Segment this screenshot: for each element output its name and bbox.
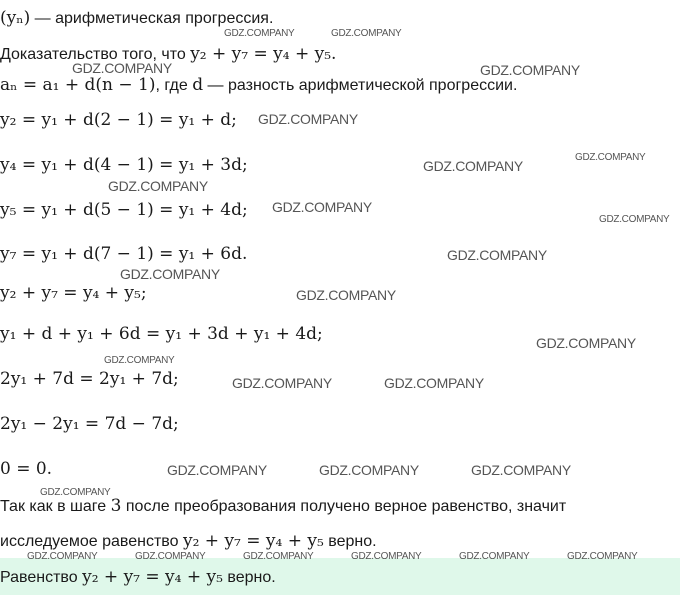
conclusion-step-number: 3 (110, 496, 122, 516)
watermark: GDZ.COMPANY (319, 462, 419, 478)
sequence-symbol: (yₙ) (0, 8, 31, 28)
watermark: GDZ.COMPANY (575, 152, 646, 163)
step-y4: y₄ = y₁ + d(4 − 1) = y₁ + 3d; (0, 155, 248, 175)
watermark: GDZ.COMPANY (447, 247, 547, 263)
answer-text: Равенство (0, 569, 83, 586)
answer-line (0, 567, 276, 587)
header-title: — арифметическая прогрессия. (30, 10, 274, 27)
conclusion-text-2: исследуемое равенство (0, 533, 183, 550)
watermark: GDZ.COMPANY (536, 335, 636, 351)
watermark: GDZ.COMPANY (243, 551, 314, 562)
watermark: GDZ.COMPANY (27, 551, 98, 562)
proof-equation: y₂ + y₇ = y₄ + y₅. (190, 44, 337, 64)
watermark: GDZ.COMPANY (232, 375, 332, 391)
general-formula: aₙ = a₁ + d(n − 1) (0, 75, 156, 95)
step-y7: y₇ = y₁ + d(7 − 1) = y₁ + 6d. (0, 244, 248, 264)
step-y5: y₅ = y₁ + d(5 − 1) = y₁ + 4d; (0, 200, 248, 220)
conclusion-line-1 (0, 496, 566, 516)
watermark: GDZ.COMPANY (459, 551, 530, 562)
watermark: GDZ.COMPANY (258, 111, 358, 127)
conclusion-verdict: верно. (323, 533, 377, 550)
conclusion-equation: y₂ + y₇ = y₄ + y₅ (182, 531, 324, 551)
answer-verdict: верно. (222, 569, 276, 586)
formula-text: , где (155, 77, 193, 94)
step-simplified: 2y₁ + 7d = 2y₁ + 7d; (0, 369, 179, 389)
step-substitution: y₁ + d + y₁ + 6d = y₁ + 3d + y₁ + 4d; (0, 324, 323, 344)
watermark: GDZ.COMPANY (567, 551, 638, 562)
watermark: GDZ.COMPANY (108, 178, 208, 194)
step-result: 0 = 0. (0, 459, 53, 479)
watermark: GDZ.COMPANY (480, 62, 580, 78)
formula-description: — разность арифметической прогрессии. (203, 77, 518, 94)
step-y2: y₂ = y₁ + d(2 − 1) = y₁ + d; (0, 110, 237, 130)
watermark: GDZ.COMPANY (272, 199, 372, 215)
watermark: GDZ.COMPANY (384, 375, 484, 391)
watermark: GDZ.COMPANY (224, 28, 295, 39)
watermark: GDZ.COMPANY (351, 551, 422, 562)
watermark: GDZ.COMPANY (167, 462, 267, 478)
answer-equation: y₂ + y₇ = y₄ + y₅ (82, 567, 223, 587)
general-formula-line (0, 75, 517, 95)
step-equality: y₂ + y₇ = y₄ + y₅; (0, 283, 147, 303)
watermark: GDZ.COMPANY (72, 60, 172, 76)
watermark: GDZ.COMPANY (104, 355, 175, 366)
conclusion-line-2 (0, 531, 377, 551)
watermark: GDZ.COMPANY (331, 28, 402, 39)
conclusion-text: Так как в шаге (0, 498, 111, 515)
watermark: GDZ.COMPANY (135, 551, 206, 562)
conclusion-text-rest: после преобразования получено верное равенство, значит (121, 498, 567, 515)
step-subtraction: 2y₁ − 2y₁ = 7d − 7d; (0, 414, 179, 434)
watermark: GDZ.COMPANY (296, 287, 396, 303)
watermark: GDZ.COMPANY (120, 266, 220, 282)
watermark: GDZ.COMPANY (599, 214, 670, 225)
watermark: GDZ.COMPANY (471, 462, 571, 478)
header-line (0, 8, 273, 28)
watermark: GDZ.COMPANY (423, 158, 523, 174)
proof-text: Доказательство того, что (0, 46, 191, 63)
formula-d: d (192, 75, 204, 95)
watermark: GDZ.COMPANY (40, 487, 111, 498)
